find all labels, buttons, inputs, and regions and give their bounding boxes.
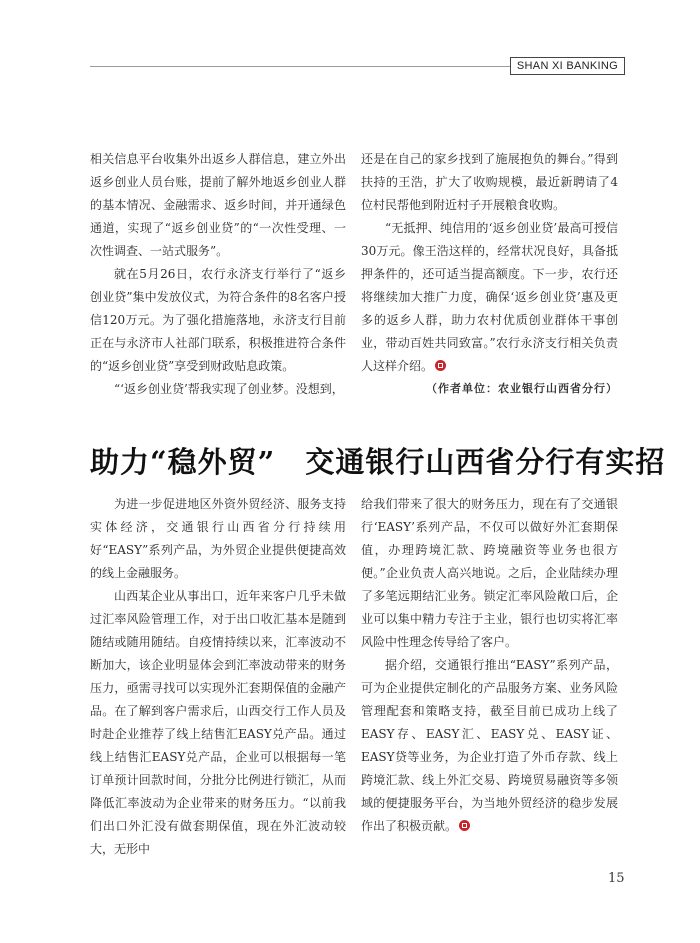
paragraph: 还是在自己的家乡找到了施展抱负的舞台。”得到扶持的王浩，扩大了收购规模，最近新聘请了4位村民帮他到附近村子开展粮食收购。 bbox=[361, 152, 618, 212]
page-number: 15 bbox=[608, 871, 625, 886]
article-title bbox=[90, 440, 666, 481]
article2-right-column bbox=[361, 493, 618, 838]
paragraph bbox=[361, 217, 618, 378]
article-end-icon bbox=[459, 820, 470, 831]
paragraph bbox=[361, 654, 618, 838]
article-title-part2: 交通银行山西省分行有实招 bbox=[305, 445, 666, 479]
article-end-icon bbox=[435, 360, 446, 371]
paragraph: 给我们带来了很大的财务压力，现在有了交通银行‘EASY’系列产品，不仅可以做好外汇套期保值，办理跨境汇款、跨境融资等业务也很方便。”企业负责人高兴地说。之后，企业陆续办理了多笔远期结汇业务。锁定汇率风险敞口后，企业可以集中精力专注于主业，银行也切实将汇率风险中性理念传导给了客户。 bbox=[361, 497, 618, 649]
article-title-part1: 助力“稳外贸” bbox=[90, 445, 276, 479]
article1-left-column bbox=[90, 148, 346, 401]
article2-left-column bbox=[90, 493, 346, 861]
paragraph: 相关信息平台收集外出返乡人群信息，建立外出返乡创业人员台账，提前了解外地返乡创业人群的基本情况、金融需求、返乡时间，并开通绿色通道，实现了“返乡创业贷”的“一次性受理、一次性调查、一站式服务”。 bbox=[90, 152, 346, 258]
article1-right-column bbox=[361, 148, 618, 378]
author-affiliation: （作者单位：农业银行山西省分行） bbox=[426, 382, 618, 395]
paragraph: “‘返乡创业贷’帮我实现了创业梦。没想到， bbox=[114, 382, 344, 396]
paragraph: 山西某企业从事出口，近年来客户几乎未做过汇率风险管理工作，对于出口收汇基本是随到随结或随用随结。自疫情持续以来，汇率波动不断加大，该企业明显体会到汇率波动带来的财务压力，亟需寻找可以实现外汇套期保值的金融产品。在了解到客户需求后，山西交行工作人员及时赴企业推荐了线上结售汇EASY兑产品。通过线上结售汇EASY兑产品，企业可以根据每一笔订单预计回款时间，分批分比例进行锁汇，从而降低汇率波动为企业带来的财务压力。“以前我们出口外汇没有做套期保值，现在外汇波动较大，无形中 bbox=[90, 589, 346, 856]
paragraph: 就在5月26日，农行永济支行举行了“返乡创业贷”集中发放仪式，为符合条件的8名客户授信120万元。为了强化措施落地，永济支行目前正在与永济市人社部门联系，积极推进符合条件的“返乡创业贷”享受到财政贴息政策。 bbox=[90, 267, 346, 373]
paragraph: 为进一步促进地区外资外贸经济、服务支持实体经济，交通银行山西省分行持续用好“EASY”系列产品，为外贸企业提供便捷高效的线上金融服务。 bbox=[90, 497, 346, 580]
paragraph-text: 据介绍，交通银行推出“EASY”系列产品，可为企业提供定制化的产品服务方案、业务风险管理配套和策略支持，截至目前已成功上线了EASY存、EASY汇、EASY兑、EASY证、EASY贷等业务，为企业打造了外币存款、线上跨境汇款、线上外汇交易、跨境贸易融资等多领域的便捷服务平台，为当地外贸经济的稳步发展作出了积极贡献。 bbox=[361, 658, 618, 833]
section-label: SHAN XI BANKING bbox=[510, 57, 625, 75]
paragraph-text: “无抵押、纯信用的‘返乡创业贷’最高可授信30万元。像王浩这样的，经常状况良好，具备抵押条件的，还可适当提高额度。下一步，农行还将继续加大推广力度，确保‘返乡创业贷’惠及更多的返乡人群，助力农村优质创业群体干事创业，带动百姓共同致富。”农行永济支行相关负责人这样介绍。 bbox=[361, 221, 618, 373]
